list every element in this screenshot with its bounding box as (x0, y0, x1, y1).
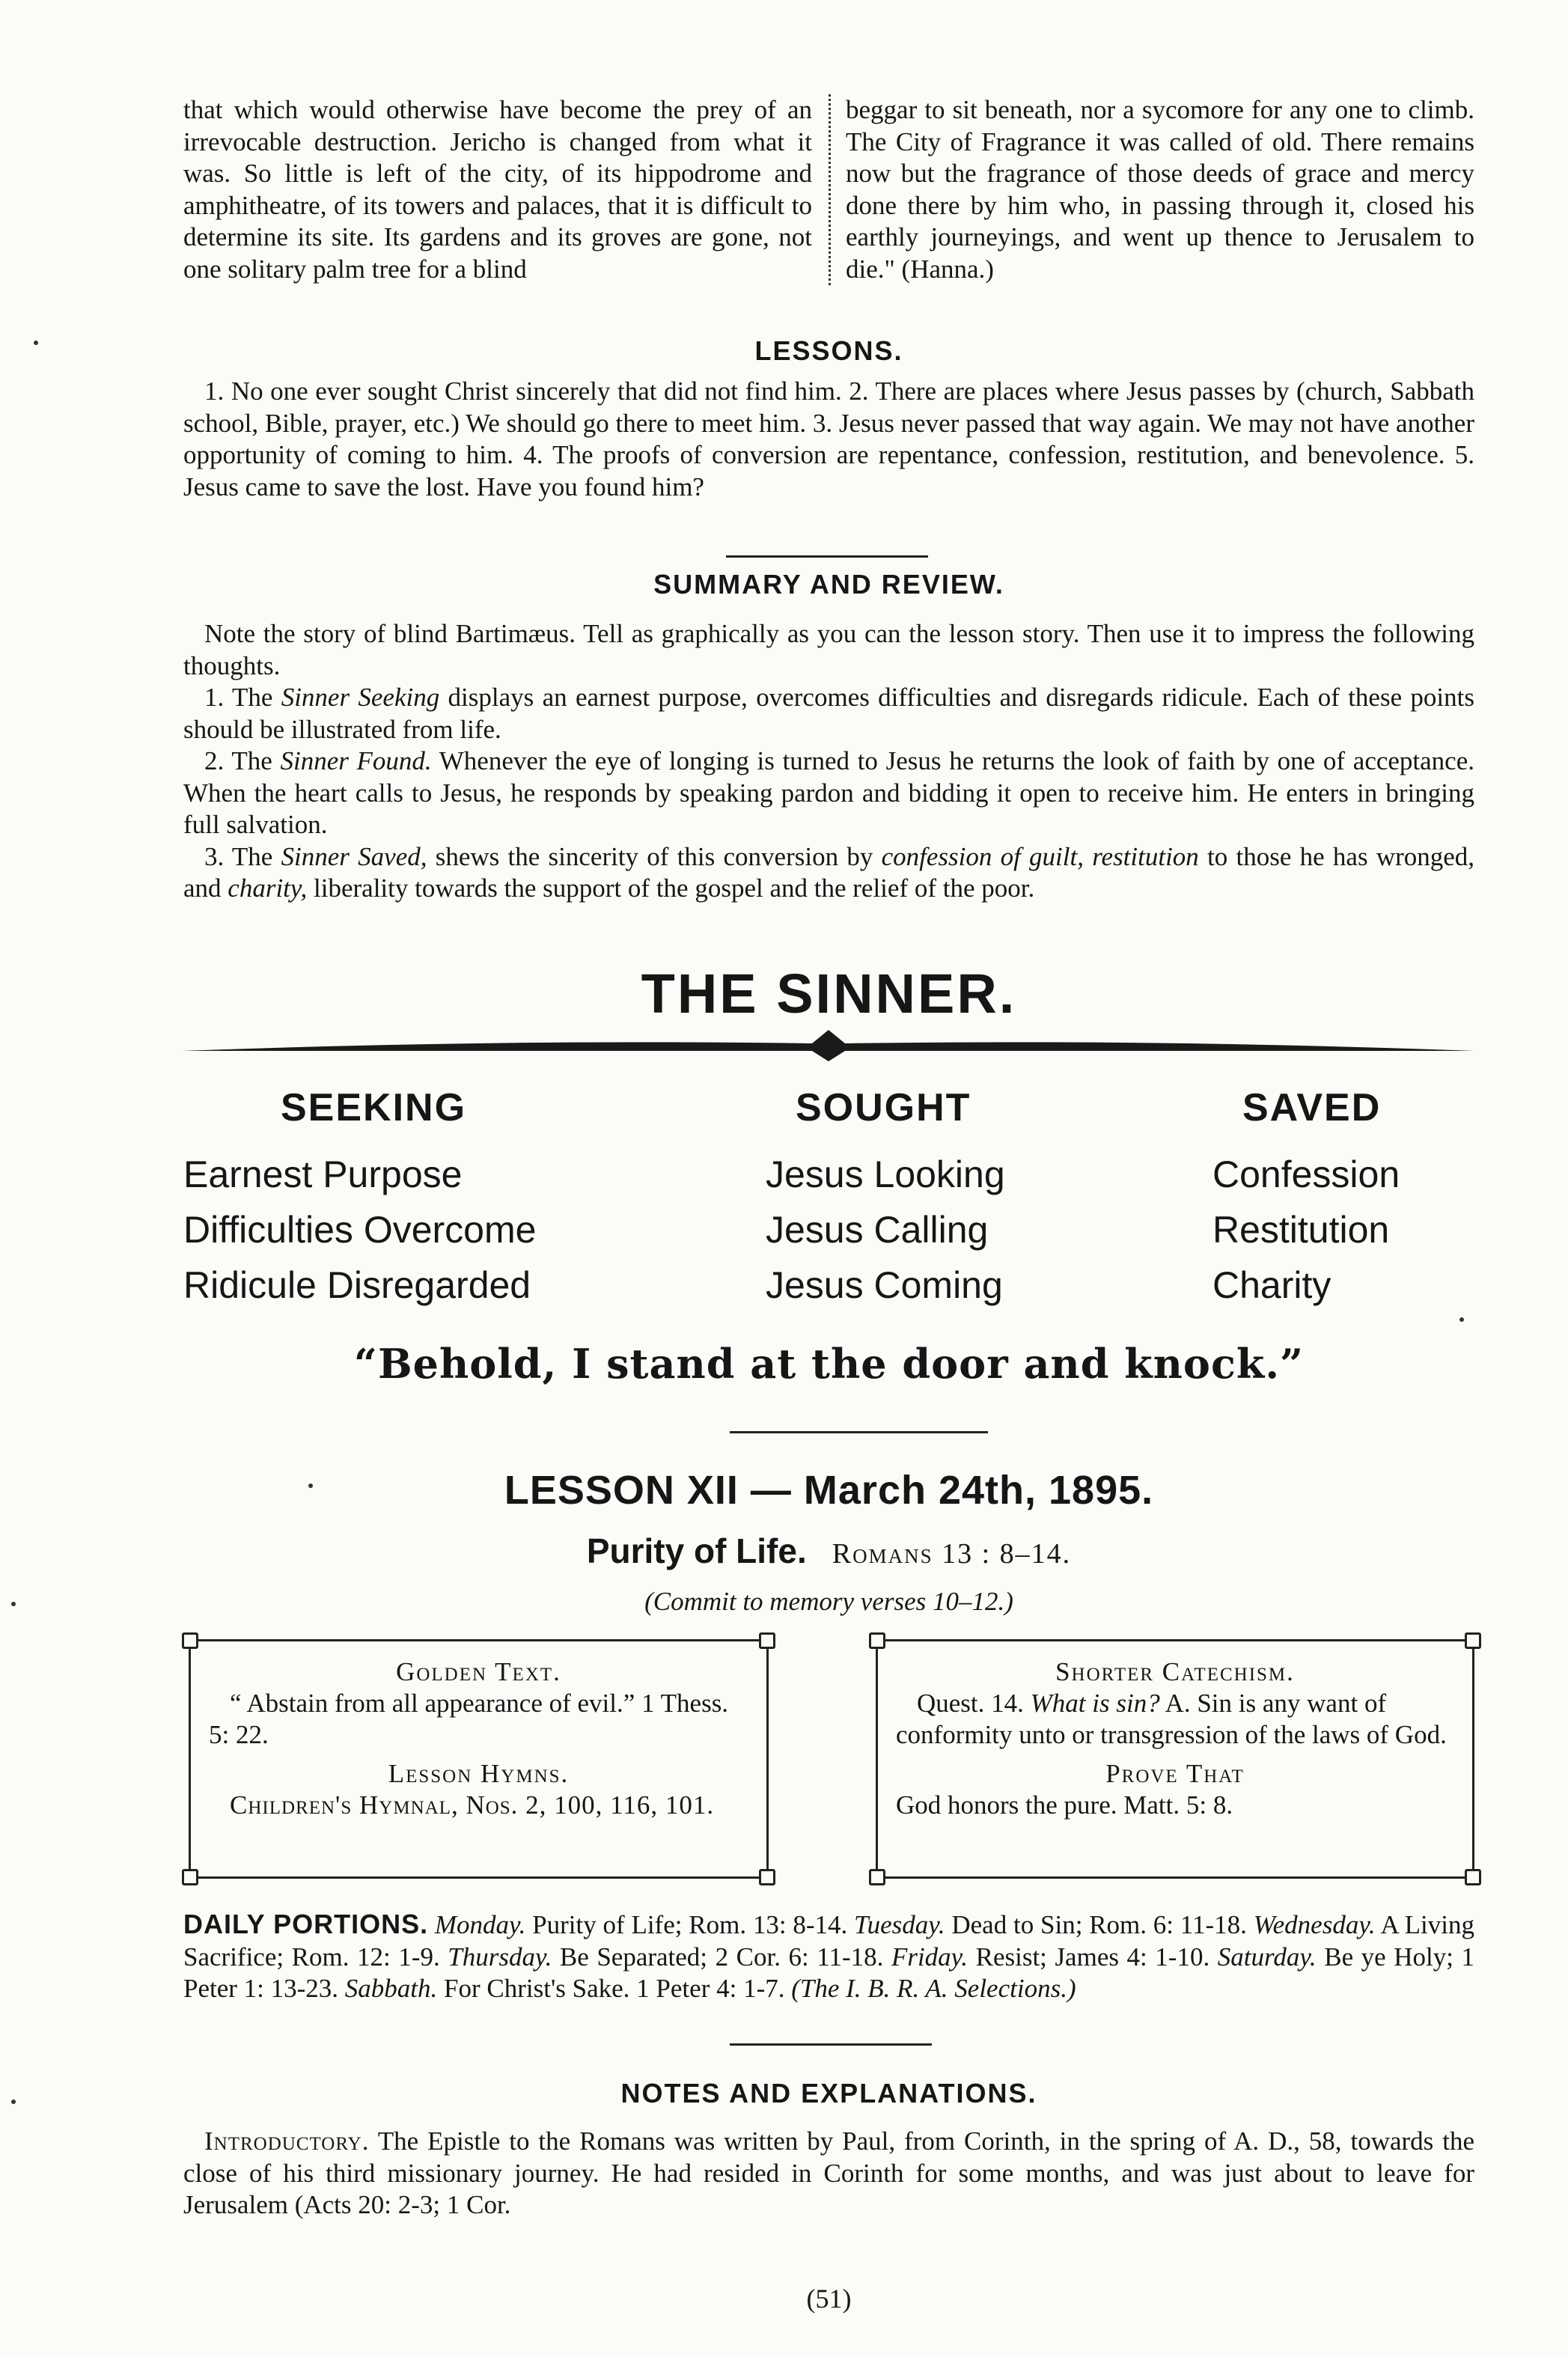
catechism-heading: Shorter Catechism. (1055, 1657, 1295, 1686)
saved-item: Charity (1212, 1264, 1331, 1306)
right-column-text: beggar to sit beneath, nor a sycomore for any one to climb. The City of Fragrance it was called of old. There remains now but the fragrance of those deeds of grace and mercy done there by him who, in passing through it, closed his earthly journeyings, and went up thence to Jerusalem to die." (Hanna.) (846, 95, 1474, 284)
seeking-item: Difficulties Overcome (183, 1209, 537, 1251)
golden-text-heading: Golden Text. (396, 1657, 561, 1686)
saved-heading: SAVED (1242, 1086, 1382, 1129)
seeking-heading: SEEKING (281, 1086, 467, 1129)
sought-column (766, 1085, 1005, 1313)
lesson-subtitle (183, 1531, 1474, 1571)
summary-point-2: 2. The Sinner Found. Whenever the eye of longing is turned to Jesus he returns the look of faith by one of acceptance. When the heart calls to Jesus, he responds by speaking pardon and bidding it open to receive him. He enters in bringing full salvation. (183, 746, 1474, 839)
daily-portions: DAILY PORTIONS. Monday. Purity of Life; Rom. 13: 8-14. Tuesday. Dead to Sin; Rom. 6: 11-18. Wednesday. A Living Sacrifice; Rom. 12: 1-9. Thursday. Be Separated; 2 Cor. 6: 11-18. Friday. Resist; James 4: 1-10. Saturday. Be ye Holy; 1 Peter 1: 13-23. Sabbath. For Christ's Sake. 1 Peter 4: 1-7. (The I. B. R. A. Selections.) (183, 1909, 1475, 2003)
corner-ornament (182, 1632, 198, 1649)
left-column-text: that which would otherwise have become the prey of an irrevocable destruction. Jericho is changed from what it was. So little is left of the city, of its hippodrome and amphitheatre, of its towers and palaces, that it is difficult to determine its site. Its gardens and its groves are gone, not one solitary palm tree for a blind (183, 94, 831, 285)
notes-text: The Epistle to the Romans was written by Paul, from Corinth, in the spring of A. D., 58, towards the close of his third missionary journey. He had resided in Corinth for some months, and was just about to leave for Jerusalem (Acts 20: 2-3; 1 Cor. (183, 2126, 1474, 2219)
swash-ornament (183, 1025, 1474, 1070)
lessons-text (183, 376, 1474, 503)
hymns-body: Children's Hymnal, Nos. 2, 100, 116, 101. (230, 1790, 715, 1820)
motto-quote: “Behold, I stand at the door and knock.” (353, 1340, 1305, 1388)
corner-ornament (1465, 1632, 1481, 1649)
catechism-question: Quest. 14. What is sin? A. Sin is any want of conformity unto or transgression of the laws of God. (896, 1689, 1447, 1749)
catechism-box (876, 1639, 1474, 1879)
corner-ornament (1465, 1869, 1481, 1885)
corner-ornament (759, 1632, 775, 1649)
summary-intro: Note the story of blind Bartimæus. Tell as graphically as you can the lesson story. Then use it to impress the following thoughts. (183, 619, 1474, 680)
notes-intro (183, 2126, 1474, 2222)
saved-item: Restitution (1212, 1209, 1390, 1251)
summary-point-3: 3. The Sinner Saved, shews the sincerity of this conversion by confession of guilt, restitution to those he has wronged, and charity, liberality towards the support of the gospel and the relief of the poor. (183, 841, 1475, 903)
seeking-item: Earnest Purpose (183, 1153, 463, 1195)
golden-text-box (189, 1639, 769, 1879)
scan-speck (1459, 1317, 1464, 1322)
daily-portions-lead: DAILY PORTIONS. (183, 1909, 429, 1939)
summary-heading: SUMMARY AND REVIEW. (653, 569, 1004, 600)
page-number: (51) (806, 2284, 852, 2314)
scan-speck (11, 2100, 16, 2104)
saved-item: Confession (1212, 1153, 1400, 1195)
divider-rule (730, 1431, 988, 1433)
sought-item: Jesus Looking (766, 1153, 1005, 1195)
corner-ornament (869, 1632, 885, 1649)
lessons-paragraph: 1. No one ever sought Christ sincerely that did not find him. 2. There are places where Jesus passes by (church, Sabbath school, Bible, prayer, etc.) We should go there to meet him. 3. Jesus never passed that way again. We may not have another opportunity of coming to him. 4. The proofs of conversion are repentance, confession, restitution, and benevolence. 5. Jesus came to save the lost. Have you found him? (183, 376, 1474, 501)
divider-rule (730, 2043, 932, 2046)
sinner-title: THE SINNER. (641, 963, 1017, 1025)
sought-heading: SOUGHT (796, 1086, 971, 1129)
commit-note: (Commit to memory verses 10–12.) (644, 1587, 1013, 1616)
lessons-heading: LESSONS. (754, 335, 903, 366)
lesson-title: LESSON XII — March 24th, 1895. (504, 1468, 1154, 1513)
scan-speck (11, 1602, 16, 1606)
sought-item: Jesus Coming (766, 1264, 1003, 1306)
golden-text-body: “ Abstain from all appearance of evil.” 1 Thess. 5: 22. (209, 1689, 729, 1749)
scan-speck (308, 1484, 313, 1488)
notes-heading: NOTES AND EXPLANATIONS. (620, 2078, 1037, 2109)
hymns-heading: Lesson Hymns. (388, 1759, 570, 1788)
top-columns (183, 94, 1474, 285)
summary-text (183, 618, 1474, 905)
prove-heading: Prove That (1105, 1759, 1245, 1788)
corner-ornament (869, 1869, 885, 1885)
corner-ornament (182, 1869, 198, 1885)
prove-body: God honors the pure. Matt. 5: 8. (896, 1790, 1233, 1820)
saved-column (1212, 1085, 1400, 1313)
lesson-scripture: Romans 13 : 8–14. (832, 1538, 1072, 1570)
sought-item: Jesus Calling (766, 1209, 989, 1251)
seeking-item: Ridicule Disregarded (183, 1264, 531, 1306)
divider-rule (726, 555, 928, 558)
lesson-subject: Purity of Life. (586, 1531, 807, 1570)
scan-speck (34, 341, 38, 345)
seeking-column (183, 1085, 536, 1313)
summary-point-1: 1. The Sinner Seeking displays an earnest purpose, overcomes difficulties and disregards ridicule. Each of these points should be illustrated from life. (183, 683, 1474, 744)
corner-ornament (759, 1869, 775, 1885)
notes-lead: Introductory. (204, 2126, 370, 2156)
